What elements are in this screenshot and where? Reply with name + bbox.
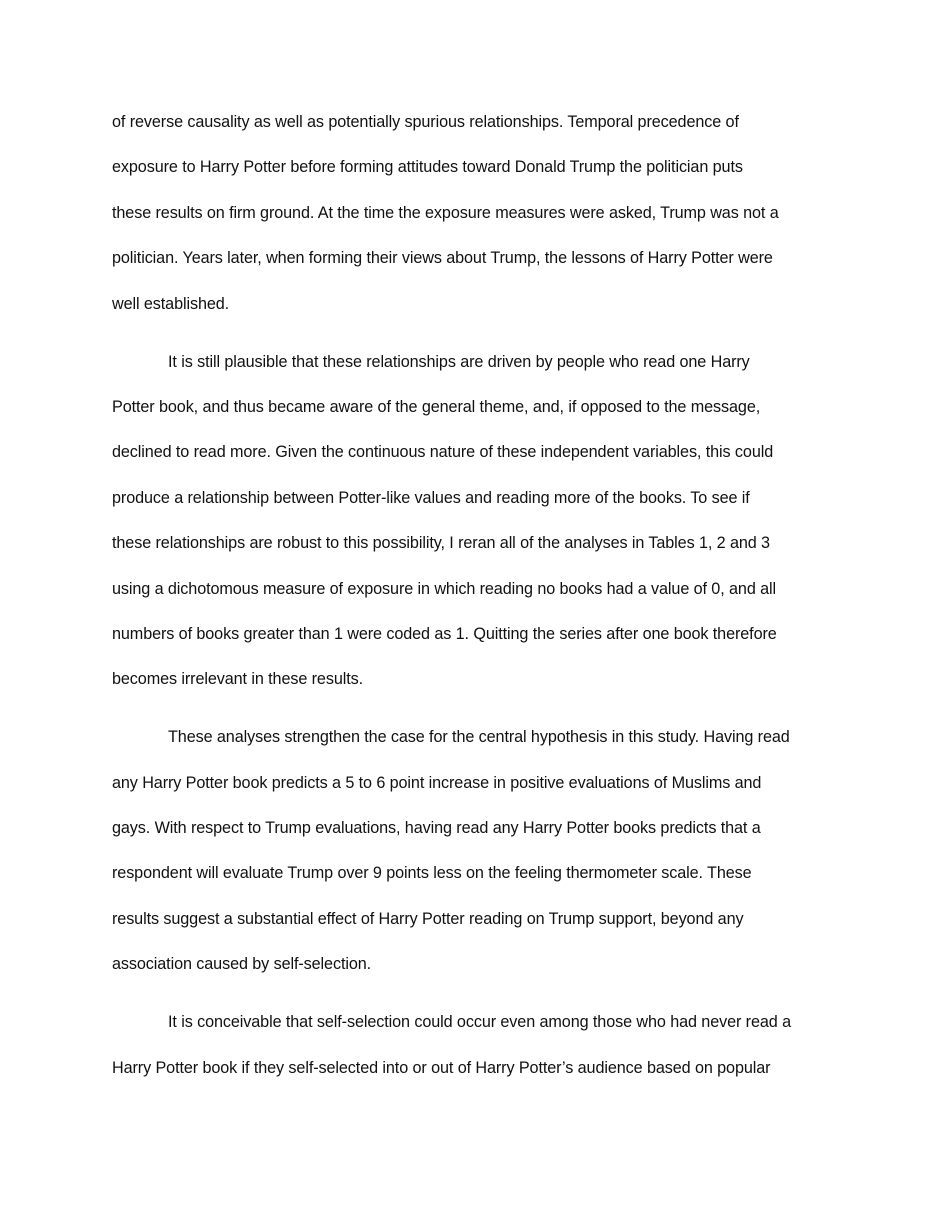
text-line: of reverse causality as well as potentially spurious relationships. Temporal precedence of [112, 113, 739, 131]
text-line: numbers of books greater than 1 were coded as 1. Quitting the series after one book therefore [112, 624, 777, 643]
text-line: Potter book, and thus became aware of the general theme, and, if opposed to the message, [112, 397, 761, 416]
text-line: gays. With respect to Trump evaluations, having read any Harry Potter books predicts that a [112, 819, 761, 838]
text-line: well established. [112, 294, 230, 313]
text-line: these relationships are robust to this possibility, I reran all of the analyses in Tables 1, 2 and 3 [112, 534, 770, 553]
text-line: using a dichotomous measure of exposure in which reading no books had a value of 0, and all [112, 579, 777, 598]
paragraph-1 [112, 100, 840, 327]
text-line: results suggest a substantial effect of Harry Potter reading on Trump support, beyond any [112, 909, 744, 928]
text-line: these results on firm ground. At the time the exposure measures were asked, Trump was not a [112, 203, 779, 222]
paragraph-4 [112, 1000, 840, 1091]
text-line: politician. Years later, when forming their views about Trump, the lessons of Harry Potter were [112, 249, 773, 268]
paragraph-spacing [112, 703, 840, 716]
paragraph-2 [112, 340, 840, 703]
text-line: declined to read more. Given the continuous nature of these independent variables, this could [112, 443, 774, 462]
text-line: It is conceivable that self-selection could occur even among those who had never read a [168, 1013, 791, 1032]
text-line: Harry Potter book if they self-selected into or out of Harry Potter’s audience based on popular [112, 1058, 771, 1077]
text-line: becomes irrelevant in these results. [112, 670, 364, 689]
text-line: exposure to Harry Potter before forming attitudes toward Donald Trump the politician puts [112, 158, 743, 177]
paragraph-spacing [112, 327, 840, 340]
text-line: It is still plausible that these relationships are driven by people who read one Harry [168, 352, 750, 371]
paragraph-3 [112, 715, 840, 987]
paragraph-spacing [112, 988, 840, 1001]
text-line: produce a relationship between Potter-like values and reading more of the books. To see if [112, 488, 750, 507]
text-line: association caused by self-selection. [112, 955, 372, 974]
text-line: These analyses strengthen the case for the central hypothesis in this study. Having read [168, 728, 790, 747]
text-line: any Harry Potter book predicts a 5 to 6 point increase in positive evaluations of Muslims and [112, 773, 762, 792]
text-line: respondent will evaluate Trump over 9 points less on the feeling thermometer scale. These [112, 864, 752, 883]
body-text [112, 100, 840, 1091]
